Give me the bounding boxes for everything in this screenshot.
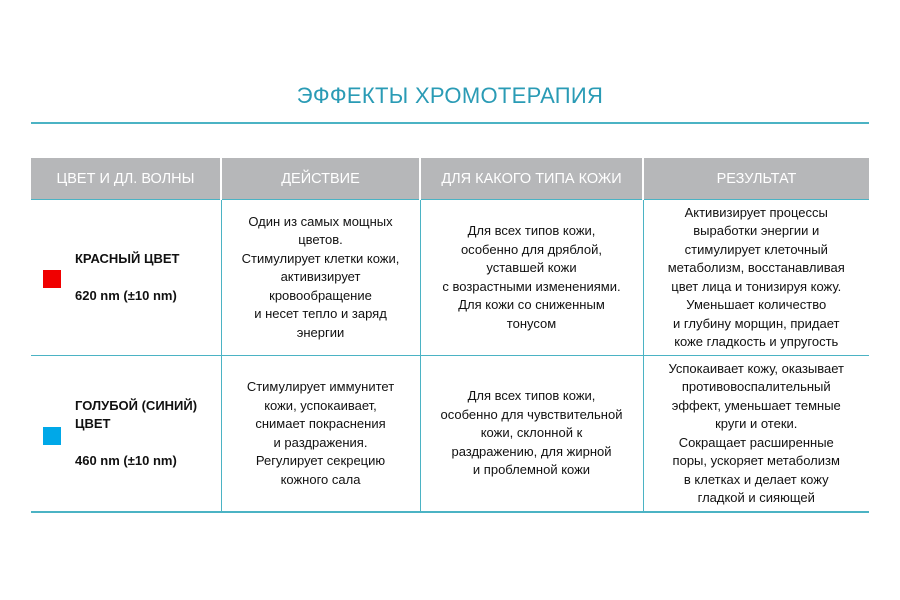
- result-cell-red: [643, 200, 869, 356]
- action-cell-blue: [221, 356, 420, 513]
- result-cell-blue: [643, 356, 869, 513]
- wavelength-red: 620 nm (±10 nm): [75, 287, 177, 303]
- header-result: РЕЗУЛЬТАТ: [643, 158, 869, 200]
- color-name-blue: ГОЛУБОЙ (СИНИЙ) ЦВЕТ: [75, 397, 198, 432]
- table-row-red: [31, 200, 869, 356]
- skin-type-cell-blue: [420, 356, 643, 513]
- red-swatch-icon: [43, 270, 61, 288]
- action-text-red: Один из самых мощных цветов. Стимулирует клетки кожи, активизирует кровообращение и несет тепло и заряд энергии: [241, 213, 400, 340]
- color-cell-blue: [31, 356, 221, 513]
- header-action: ДЕЙСТВИЕ: [221, 158, 420, 200]
- header-color-wavelength: ЦВЕТ И ДЛ. ВОЛНЫ: [31, 158, 221, 200]
- skin-type-text-red: Для всех типов кожи, особенно для дряблой, уставшей кожи с возрастными изменениями. Для кожи со сниженным тонусом: [442, 223, 621, 331]
- action-cell-red: [221, 200, 420, 356]
- blue-swatch-icon: [43, 427, 61, 445]
- header-skin-type: ДЛЯ КАКОГО ТИПА КОЖИ: [420, 158, 643, 200]
- wavelength-blue: 460 nm (±10 nm): [75, 452, 177, 468]
- skin-type-text-blue: Для всех типов кожи, особенно для чувствительной кожи, склонной к раздражению, для жирной и проблемной кожи: [440, 388, 623, 478]
- color-cell-red: [31, 200, 221, 356]
- table-row-blue: [31, 356, 869, 513]
- title-divider: [31, 122, 869, 124]
- color-name-red: КРАСНЫЙ ЦВЕТ: [75, 251, 180, 266]
- action-text-blue: Стимулирует иммунитет кожи, успокаивает, снимает покраснения и раздражения. Регулирует секрецию кожного сала: [246, 379, 395, 487]
- table-header-row: [31, 158, 869, 200]
- skin-type-cell-red: [420, 200, 643, 356]
- result-text-red: Активизирует процессы выработки энергии и стимулирует клеточный метаболизм, восстанавливая цвет лица и тонизируя кожу. Уменьшает количество и глубину морщин, придает коже гладкость и упругость: [667, 204, 845, 349]
- result-text-blue: Успокаивает кожу, оказывает противовоспалительный эффект, уменьшает темные круги и отеки. Сокращает расширенные поры, ускоряет метаболизм в клетках и делает кожу гладкой и сияющей: [668, 360, 844, 505]
- chromotherapy-table: [31, 158, 869, 513]
- page-title: ЭФФЕКТЫ ХРОМОТЕРАПИЯ: [296, 83, 604, 108]
